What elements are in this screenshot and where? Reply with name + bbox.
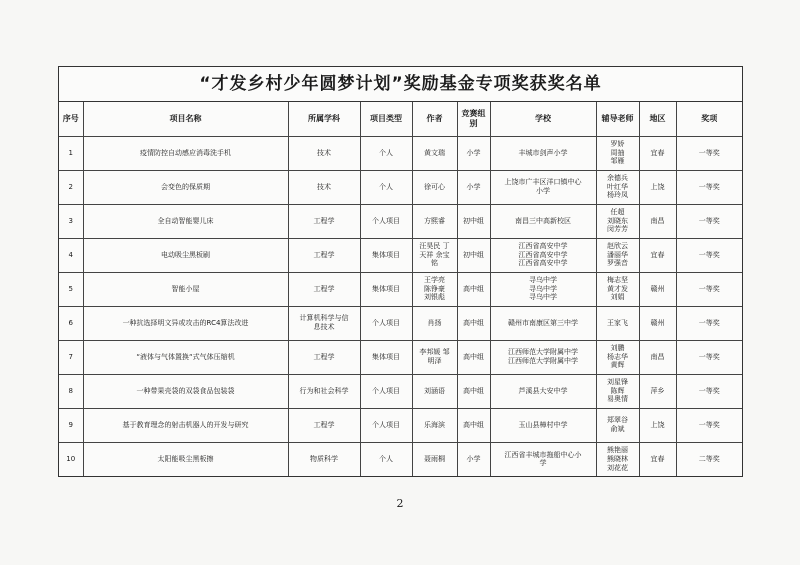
cell-group: 小学	[457, 170, 490, 204]
cell-project: 会变色的保质期	[83, 170, 288, 204]
cell-award: 一等奖	[676, 340, 742, 374]
cell-author: 黄文瑞	[412, 136, 457, 170]
cell-teacher: 罗娇 周抽 邹雁	[596, 136, 639, 170]
cell-group: 初中组	[457, 204, 490, 238]
cell-type: 个人项目	[360, 204, 412, 238]
cell-project: 一种抗选择明文异或攻击的RC4算法改进	[83, 306, 288, 340]
header-type: 项目类型	[360, 102, 412, 136]
cell-award: 一等奖	[676, 408, 742, 442]
cell-type: 个人项目	[360, 408, 412, 442]
cell-region: 宜春	[639, 442, 676, 476]
cell-author: 乐海滨	[412, 408, 457, 442]
header-group: 竞赛组别	[457, 102, 490, 136]
cell-project: 疫情防控自动感应消毒洗手机	[83, 136, 288, 170]
header-author: 作者	[412, 102, 457, 136]
cell-type: 集体项目	[360, 238, 412, 272]
cell-school: 江西省丰城市拖船中心小 学	[490, 442, 596, 476]
cell-school: 江西师范大学附属中学 江西师范大学附属中学	[490, 340, 596, 374]
cell-subject: 工程学	[288, 340, 360, 374]
cell-no: 9	[59, 408, 83, 442]
table-row	[59, 408, 742, 442]
cell-teacher: 余德兵 叶红华 杨玲凤	[596, 170, 639, 204]
cell-no: 10	[59, 442, 83, 476]
cell-project: 基于教育理念的射击机器人的开发与研究	[83, 408, 288, 442]
cell-author: 肖扬	[412, 306, 457, 340]
cell-region: 赣州	[639, 306, 676, 340]
cell-subject: 工程学	[288, 408, 360, 442]
table-row	[59, 136, 742, 170]
cell-group: 高中组	[457, 408, 490, 442]
page-number: 2	[396, 497, 404, 510]
cell-project: 电动吸尘黑板刷	[83, 238, 288, 272]
header-project: 项目名称	[83, 102, 288, 136]
cell-project: 太阳能吸尘黑板擦	[83, 442, 288, 476]
cell-subject: 行为和社会科学	[288, 374, 360, 408]
cell-region: 南昌	[639, 204, 676, 238]
cell-region: 赣州	[639, 272, 676, 306]
header-teacher: 辅导老师	[596, 102, 639, 136]
table-row	[59, 306, 742, 340]
cell-no: 1	[59, 136, 83, 170]
cell-school: 丰城市剑声小学	[490, 136, 596, 170]
cell-award: 一等奖	[676, 272, 742, 306]
cell-author: 王学亮 陈铮豪 刘银彪	[412, 272, 457, 306]
cell-group: 初中组	[457, 238, 490, 272]
cell-type: 个人项目	[360, 374, 412, 408]
cell-author: 李邦媛 邹 明泽	[412, 340, 457, 374]
cell-award: 一等奖	[676, 136, 742, 170]
cell-award: 一等奖	[676, 238, 742, 272]
document-title: “才发乡村少年圆梦计划”奖励基金专项奖获奖名单	[59, 67, 742, 102]
cell-author: 刘涵语	[412, 374, 457, 408]
cell-teacher: 王家飞	[596, 306, 639, 340]
cell-region: 萍乡	[639, 374, 676, 408]
table-row	[59, 170, 742, 204]
cell-award: 一等奖	[676, 374, 742, 408]
cell-region: 上饶	[639, 408, 676, 442]
cell-award: 一等奖	[676, 170, 742, 204]
table-row	[59, 374, 742, 408]
header-subject: 所属学科	[288, 102, 360, 136]
cell-region: 宜春	[639, 238, 676, 272]
cell-author: 徐可心	[412, 170, 457, 204]
cell-teacher: 任超 刘晓东 闵芳芳	[596, 204, 639, 238]
cell-subject: 物质科学	[288, 442, 360, 476]
cell-subject: 计算机科学与信 息技术	[288, 306, 360, 340]
cell-group: 小学	[457, 442, 490, 476]
cell-project: 一种带果壳袋的双袋食品包装袋	[83, 374, 288, 408]
cell-award: 一等奖	[676, 306, 742, 340]
cell-group: 高中组	[457, 272, 490, 306]
cell-school: 江西省高安中学 江西省高安中学 江西省高安中学	[490, 238, 596, 272]
header-no: 序号	[59, 102, 83, 136]
cell-type: 个人	[360, 170, 412, 204]
cell-teacher: 梅志坚 黄才发 刘娟	[596, 272, 639, 306]
cell-author: 汪昊民 丁 天祥 余宝 铭	[412, 238, 457, 272]
header-award: 奖项	[676, 102, 742, 136]
cell-group: 高中组	[457, 374, 490, 408]
cell-region: 上饶	[639, 170, 676, 204]
cell-subject: 技术	[288, 136, 360, 170]
cell-project: 全自动智能婴儿床	[83, 204, 288, 238]
table-row	[59, 442, 742, 476]
cell-school: 玉山县樟村中学	[490, 408, 596, 442]
cell-type: 个人	[360, 442, 412, 476]
cell-no: 7	[59, 340, 83, 374]
cell-teacher: 熊艳丽 熊晓林 刘花花	[596, 442, 639, 476]
cell-teacher: 赵欣云 潘丽华 罗强音	[596, 238, 639, 272]
cell-teacher: 刘鹏 杨志华 黄辉	[596, 340, 639, 374]
cell-no: 8	[59, 374, 83, 408]
cell-region: 南昌	[639, 340, 676, 374]
cell-school: 上饶市广丰区洋口镇中心 小学	[490, 170, 596, 204]
cell-type: 个人项目	[360, 306, 412, 340]
cell-school: 赣州市南康区第三中学	[490, 306, 596, 340]
award-table	[59, 102, 742, 476]
cell-school: 芦溪县大安中学	[490, 374, 596, 408]
cell-school: 寻乌中学 寻乌中学 寻乌中学	[490, 272, 596, 306]
award-list-document	[58, 66, 743, 477]
cell-group: 高中组	[457, 306, 490, 340]
table-row	[59, 272, 742, 306]
cell-project: 智能小屋	[83, 272, 288, 306]
cell-no: 2	[59, 170, 83, 204]
cell-author: 方熙睿	[412, 204, 457, 238]
cell-type: 个人	[360, 136, 412, 170]
table-row	[59, 204, 742, 238]
cell-group: 高中组	[457, 340, 490, 374]
cell-teacher: 刘星锋 陈辉 易奥情	[596, 374, 639, 408]
header-region: 地区	[639, 102, 676, 136]
cell-region: 宜春	[639, 136, 676, 170]
cell-no: 4	[59, 238, 83, 272]
cell-teacher: 郑翠谷 俞斌	[596, 408, 639, 442]
cell-award: 一等奖	[676, 204, 742, 238]
cell-group: 小学	[457, 136, 490, 170]
cell-subject: 工程学	[288, 204, 360, 238]
table-row	[59, 238, 742, 272]
table-row	[59, 340, 742, 374]
table-header-row	[59, 102, 742, 136]
cell-subject: 工程学	[288, 272, 360, 306]
cell-school: 南昌三中高新校区	[490, 204, 596, 238]
cell-author: 聂雨桐	[412, 442, 457, 476]
cell-no: 5	[59, 272, 83, 306]
cell-project: “液体与气体置换“式气体压缩机	[83, 340, 288, 374]
cell-type: 集体项目	[360, 272, 412, 306]
cell-award: 二等奖	[676, 442, 742, 476]
cell-type: 集体项目	[360, 340, 412, 374]
cell-subject: 技术	[288, 170, 360, 204]
cell-subject: 工程学	[288, 238, 360, 272]
cell-no: 6	[59, 306, 83, 340]
cell-no: 3	[59, 204, 83, 238]
header-school: 学校	[490, 102, 596, 136]
